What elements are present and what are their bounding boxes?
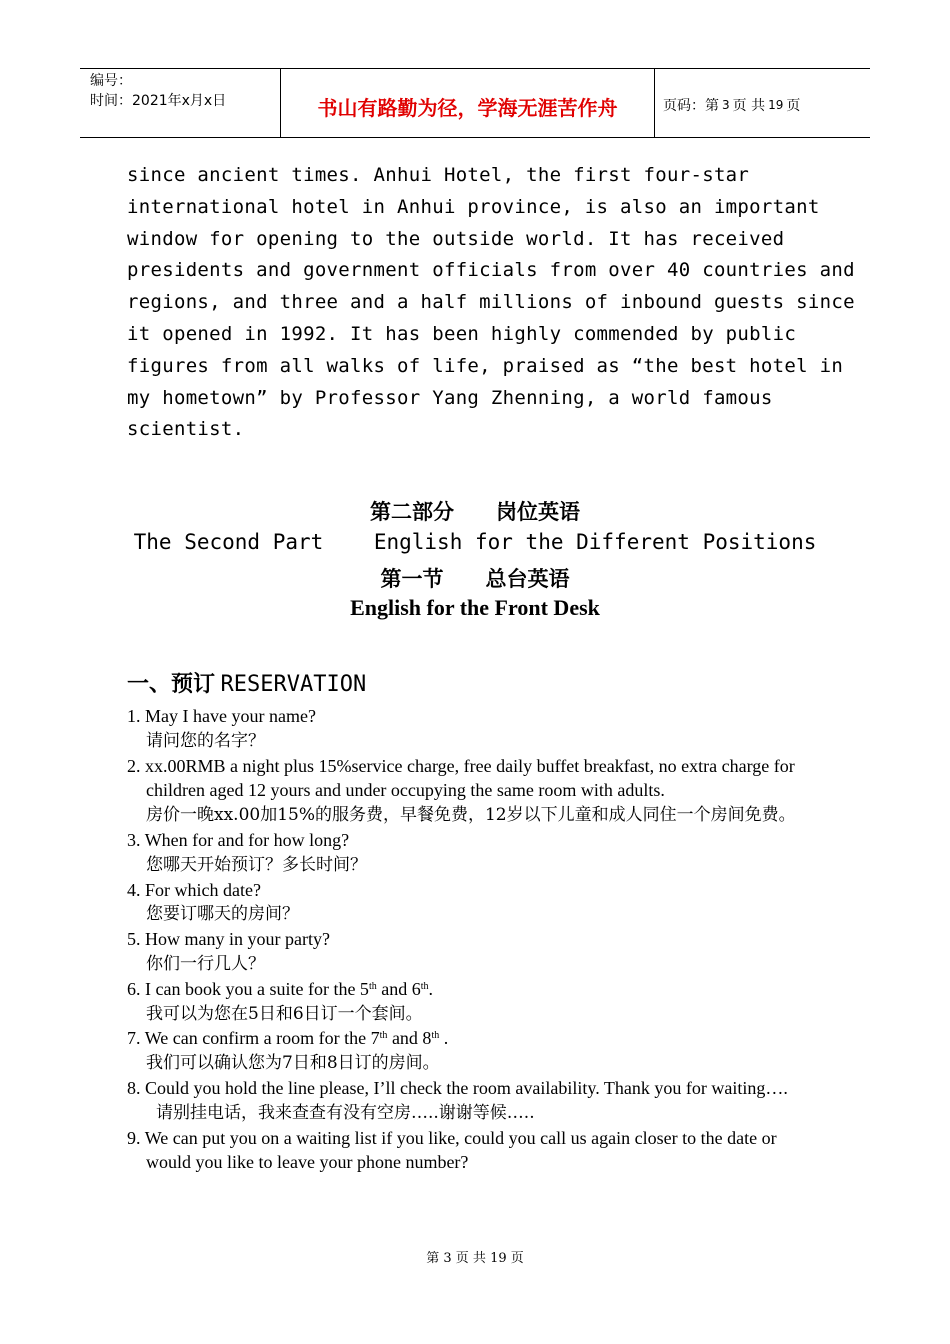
item-number: 2. <box>127 755 145 776</box>
ordinal-suffix: th <box>420 980 429 992</box>
list-item <box>127 1076 822 1126</box>
intro-line: scientist. <box>127 418 245 441</box>
footer-suffix: 页 <box>510 1251 524 1266</box>
footer-current-page: 3 <box>443 1251 452 1266</box>
item-chinese: 我们可以确认您为7日和8日订的房间。 <box>146 1053 440 1074</box>
list-item <box>127 1126 822 1176</box>
intro-line: international hotel in Anhui province, is also an important <box>127 195 820 218</box>
section-title-zh: 第一节 总台英语 <box>380 567 570 591</box>
phrase-list <box>127 704 822 1175</box>
footer-mid: 页 共 <box>455 1251 486 1266</box>
intro-line: my hometown” by Professor Yang Zhenning, a world famous <box>127 386 773 409</box>
section-title-en: English for the Front Desk <box>350 595 600 620</box>
item-english: How many in your party? <box>145 929 330 950</box>
list-item <box>127 977 822 1027</box>
intro-line: since ancient times. Anhui Hotel, the first four-star <box>127 164 750 186</box>
item-chinese: 您要订哪天的房间？ <box>146 904 299 925</box>
part-title-zh: 第二部分 岗位英语 <box>370 500 580 524</box>
intro-line: presidents and government officials from over 40 countries and <box>127 259 855 282</box>
intro-line: regions, and three and a half millions of inbound guests since <box>127 291 855 314</box>
page-current: 3 <box>722 98 730 112</box>
item-chinese: 我可以为您在5日和6日订一个套间。 <box>146 1003 423 1024</box>
list-item <box>127 828 822 878</box>
intro-line: figures from all walks of life, praised as “the best hotel in <box>127 354 844 377</box>
intro-line: it opened in 1992. It has been highly commended by public <box>127 322 797 345</box>
item-english: We can put you on a waiting list if you like, could you call us again closer to the date or would you like to leave your phone number? <box>144 1127 777 1173</box>
header-motto: 书山有路勤为径，学海无涯苦作舟 <box>281 69 655 137</box>
subsection-en: RESERVATION <box>220 672 367 697</box>
item-chinese: 你们一行几人？ <box>146 953 265 974</box>
subsection-heading <box>127 667 366 698</box>
item-chinese: 房价一晚xx.00加15%的服务费，早餐免费，12岁以下儿童和成人同住一个房间免费。 <box>146 805 796 826</box>
item-english: May I have your name? <box>145 706 316 726</box>
page-mid: 页 共 <box>732 98 766 114</box>
page-footer <box>0 1247 950 1266</box>
list-item <box>127 927 822 977</box>
list-item <box>127 878 822 928</box>
intro-paragraph <box>127 160 855 446</box>
item-english: For which date? <box>145 879 261 900</box>
header-page-number <box>655 69 870 137</box>
item-english: . <box>439 1028 449 1049</box>
page-header <box>80 68 870 138</box>
footer-total-pages: 19 <box>490 1251 507 1266</box>
item-english: Could you hold the line please, I’ll check the room availability. Thank you for waiting…. <box>145 1077 788 1098</box>
ordinal-suffix: th <box>379 1030 388 1042</box>
subsection-zh: 一、预订 <box>127 672 216 697</box>
item-number: 8. <box>127 1077 145 1098</box>
item-english: We can confirm a room for the 7 <box>144 1028 380 1049</box>
item-number: 6. <box>127 978 145 999</box>
item-number: 9. <box>127 1127 145 1148</box>
item-chinese: 您哪天开始预订？多长时间？ <box>146 854 367 875</box>
item-english: I can book you a suite for the 5 <box>145 978 369 999</box>
item-english: xx.00RMB a night plus 15%service charge, free daily buffet breakfast, no extra charge for children aged 12 yours and under occupying the same room with adults. <box>145 755 795 801</box>
page-suffix: 页 <box>786 98 801 114</box>
time-label: 时间：2021年x月x日 <box>90 93 227 109</box>
item-chinese: 请别挂电话，我来查查有没有空房…..谢谢等候….. <box>156 1102 535 1123</box>
item-number: 4. <box>127 879 145 900</box>
item-english: When for and for how long? <box>144 829 350 850</box>
item-number: 7. <box>127 1028 145 1049</box>
intro-line: window for opening to the outside world. It has received <box>127 227 785 250</box>
list-item <box>127 704 822 754</box>
list-item <box>127 754 822 828</box>
page-prefix: 页码：第 <box>663 98 719 114</box>
list-item <box>127 1026 822 1076</box>
item-english: . <box>428 978 433 999</box>
item-number: 5. <box>127 929 145 950</box>
part-title-en: The Second Part English for the Different Positions <box>133 530 817 554</box>
item-number: 1. <box>127 706 145 726</box>
item-number: 3. <box>127 829 145 850</box>
ordinal-suffix: th <box>431 1030 440 1042</box>
code-label: 编号： <box>90 73 132 89</box>
item-chinese: 请问您的名字？ <box>146 730 265 751</box>
header-meta <box>80 69 281 137</box>
footer-prefix: 第 <box>426 1251 440 1266</box>
ordinal-suffix: th <box>368 980 377 992</box>
item-english: and 6 <box>376 978 421 999</box>
item-english: and 8 <box>387 1028 432 1049</box>
page-total: 19 <box>768 98 784 112</box>
